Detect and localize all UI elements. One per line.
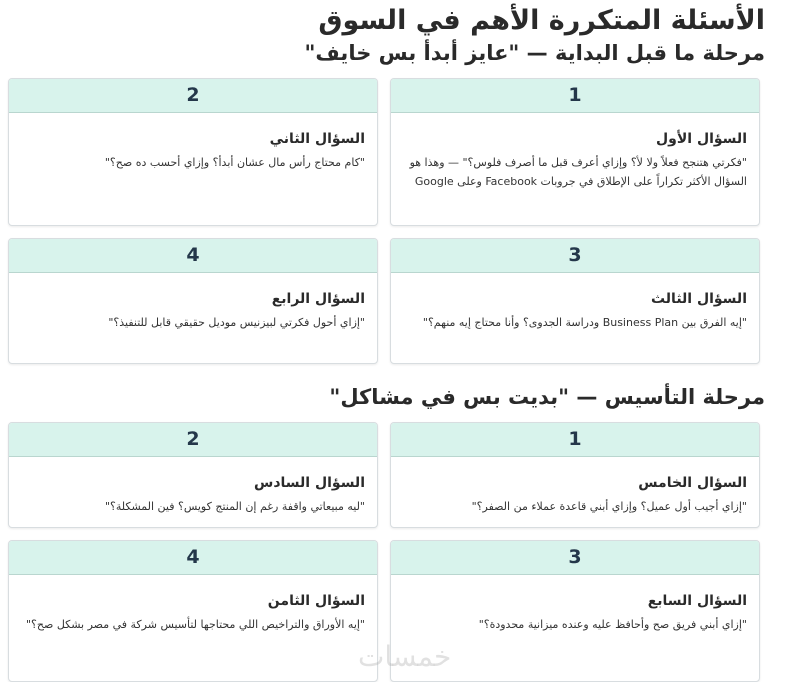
section-grid-pre-start — [40, 78, 760, 364]
section-grid-founding — [26, 422, 760, 682]
question-card — [390, 422, 760, 528]
question-card — [8, 78, 378, 226]
question-text: "إيه الأوراق والتراخيص اللي محتاجها لتأسيس شركة في مصر بشكل صح؟" — [26, 618, 365, 631]
card-number: 4 — [9, 541, 377, 575]
question-title: السؤال الأول — [656, 131, 747, 147]
question-card — [8, 540, 378, 682]
watermark-logo: خمسات — [358, 640, 452, 673]
card-number: 3 — [391, 239, 759, 273]
question-text: "إيه الفرق بين Business Plan ودراسة الجدوى؟ وأنا محتاج إيه منهم؟" — [422, 316, 747, 329]
card-number: 1 — [391, 79, 759, 113]
card-number: 1 — [391, 423, 759, 457]
question-title: السؤال السادس — [254, 475, 365, 491]
question-card — [390, 540, 760, 682]
card-number: 2 — [9, 79, 377, 113]
question-card — [8, 238, 378, 364]
question-text: "إزاي أجيب أول عميل؟ وإزاي أبني قاعدة عملاء من الصفر؟" — [471, 500, 747, 513]
question-text: "كام محتاج رأس مال عشان أبدأ؟ وإزاي أحسب ده صح؟" — [104, 156, 365, 169]
card-number: 3 — [391, 541, 759, 575]
question-text: "ليه مبيعاتي واقفة رغم إن المنتج كويس؟ فين المشكلة؟" — [104, 500, 365, 513]
question-title: السؤال الرابع — [271, 291, 365, 307]
question-title: السؤال الثالث — [650, 291, 747, 307]
card-number: 2 — [9, 423, 377, 457]
question-card — [8, 422, 378, 528]
page-title: الأسئلة المتكررة الأهم في السوق — [318, 5, 765, 36]
section-title-pre-start: مرحلة ما قبل البداية — "عايز أبدأ بس خايف" — [304, 41, 765, 65]
question-title: السؤال السابع — [647, 593, 747, 609]
question-title: السؤال الثاني — [269, 131, 365, 147]
question-text: "إزاي أحول فكرتي لبيزنيس موديل حقيقي قابل للتنفيذ؟" — [108, 316, 365, 329]
section-title-founding: مرحلة التأسيس — "بديت بس في مشاكل" — [329, 385, 765, 409]
question-title: السؤال الثامن — [267, 593, 365, 609]
question-card — [390, 238, 760, 364]
question-text: "إزاي أبني فريق صح وأحافظ عليه وعنده ميزانية محدودة؟" — [478, 618, 747, 631]
card-number: 4 — [9, 239, 377, 273]
question-card — [390, 78, 760, 226]
question-title: السؤال الخامس — [638, 475, 747, 491]
question-text: "فكرتي هتنجح فعلاً ولا لأ؟ وإزاي أعرف قبل ما أصرف فلوس؟" — وهذا هو السؤال الأكثر تكراراً على الإطلاق في جروبات Facebook وعلى Google — [409, 156, 747, 188]
